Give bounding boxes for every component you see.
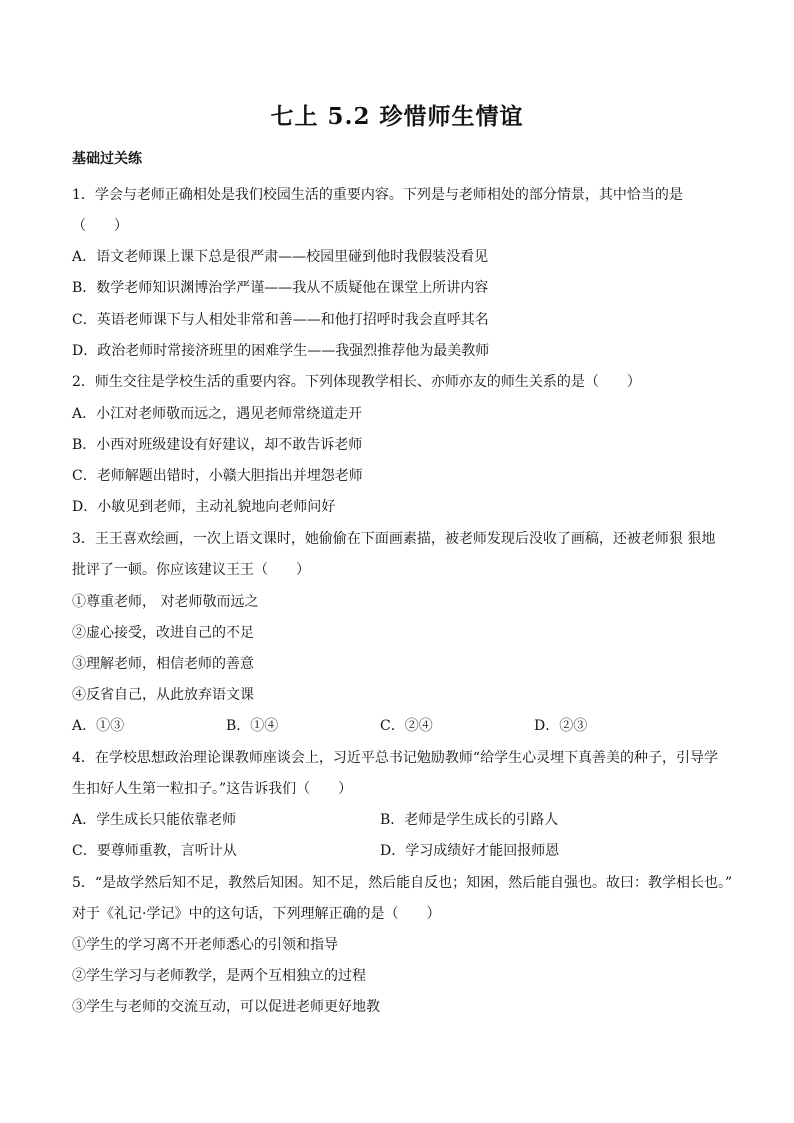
q3-choice-b: B．①④ (226, 718, 279, 734)
q5-item-1: ①学生的学习离不开老师悉心的引领和指导 (72, 937, 338, 953)
q1-option-d: D．政治老师时常接济班里的困难学生——我强烈推荐他为最美教师 (72, 343, 490, 359)
q2-option-a: A．小江对老师敬而远之，遇见老师常绕道走开 (72, 406, 363, 422)
q2-option-c: C．老师解题出错时，小赣大胆指出并埋怨老师 (72, 468, 363, 484)
q2-option-d: D．小敏见到老师，主动礼貌地向老师问好 (72, 499, 336, 515)
q4-stem: 4．在学校思想政治理论课教师座谈会上，习近平总书记勉励教师“给学生心灵埋下真善美的种子，引导学 (72, 750, 719, 766)
q1-stem-bracket: （ ） (72, 218, 128, 234)
q3-choice-d: D．②③ (534, 718, 588, 734)
q3-item-1: ①尊重老师， 对老师敬而远之 (72, 594, 259, 610)
q1-option-a: A．语文老师课上课下总是很严肃——校园里碰到他时我假装没看见 (72, 249, 489, 265)
q2-stem: 2．师生交往是学校生活的重要内容。下列体现教学相长、亦师亦友的师生关系的是（ ） (72, 374, 641, 390)
q3-item-3: ③理解老师，相信老师的善意 (72, 656, 254, 672)
q3-stem-cont: 批评了一顿。你应该建议王王（ ） (72, 562, 310, 578)
q4-choice-b: B．老师是学生成长的引路人 (380, 812, 559, 828)
q2-option-b: B．小西对班级建设有好建议，却不敢告诉老师 (72, 437, 363, 453)
q3-choice-a: A．①③ (72, 718, 125, 734)
q3-item-2: ②虚心接受，改进自己的不足 (72, 625, 254, 641)
q4-stem-cont: 生扣好人生第一粒扣子。”这告诉我们（ ） (72, 781, 353, 797)
q3-choice-c: C．②④ (380, 718, 433, 734)
q4-choice-a: A．学生成长只能依靠老师 (72, 812, 237, 828)
q5-item-3: ③学生与老师的交流互动，可以促进老师更好地教 (72, 999, 380, 1015)
q4-choice-d: D．学习成绩好才能回报师恩 (380, 843, 560, 859)
q5-stem: 5．“是故学然后知不足，教然后知困。知不足，然后能自反也；知困，然后能自强也。故曰：教学相长也。” (72, 875, 733, 891)
q1-option-b: B．数学老师知识渊博治学严谨——我从不质疑他在课堂上所讲内容 (72, 280, 489, 296)
q4-choice-c: C．要尊师重教，言听计从 (72, 843, 237, 859)
q5-item-2: ②学生学习与老师教学，是两个互相独立的过程 (72, 968, 366, 984)
section-heading: 基础过关练 (72, 151, 142, 167)
q3-stem: 3．王王喜欢绘画，一次上语文课时，她偷偷在下面画素描，被老师发现后没收了画稿，还被老师狠 狠地 (72, 531, 716, 547)
q3-item-4: ④反省自己，从此放弃语文课 (72, 687, 254, 703)
q1-option-c: C．英语老师课下与人相处非常和善——和他打招呼时我会直呼其名 (72, 312, 489, 328)
q1-stem: 1．学会与老师正确相处是我们校园生活的重要内容。下列是与老师相处的部分情景，其中恰当的是 (72, 187, 683, 203)
q5-stem-cont: 对于《礼记·学记》中的这句话，下列理解正确的是（ ） (72, 906, 441, 922)
page-title: 七上 5.2 珍惜师生情谊 (270, 103, 524, 130)
